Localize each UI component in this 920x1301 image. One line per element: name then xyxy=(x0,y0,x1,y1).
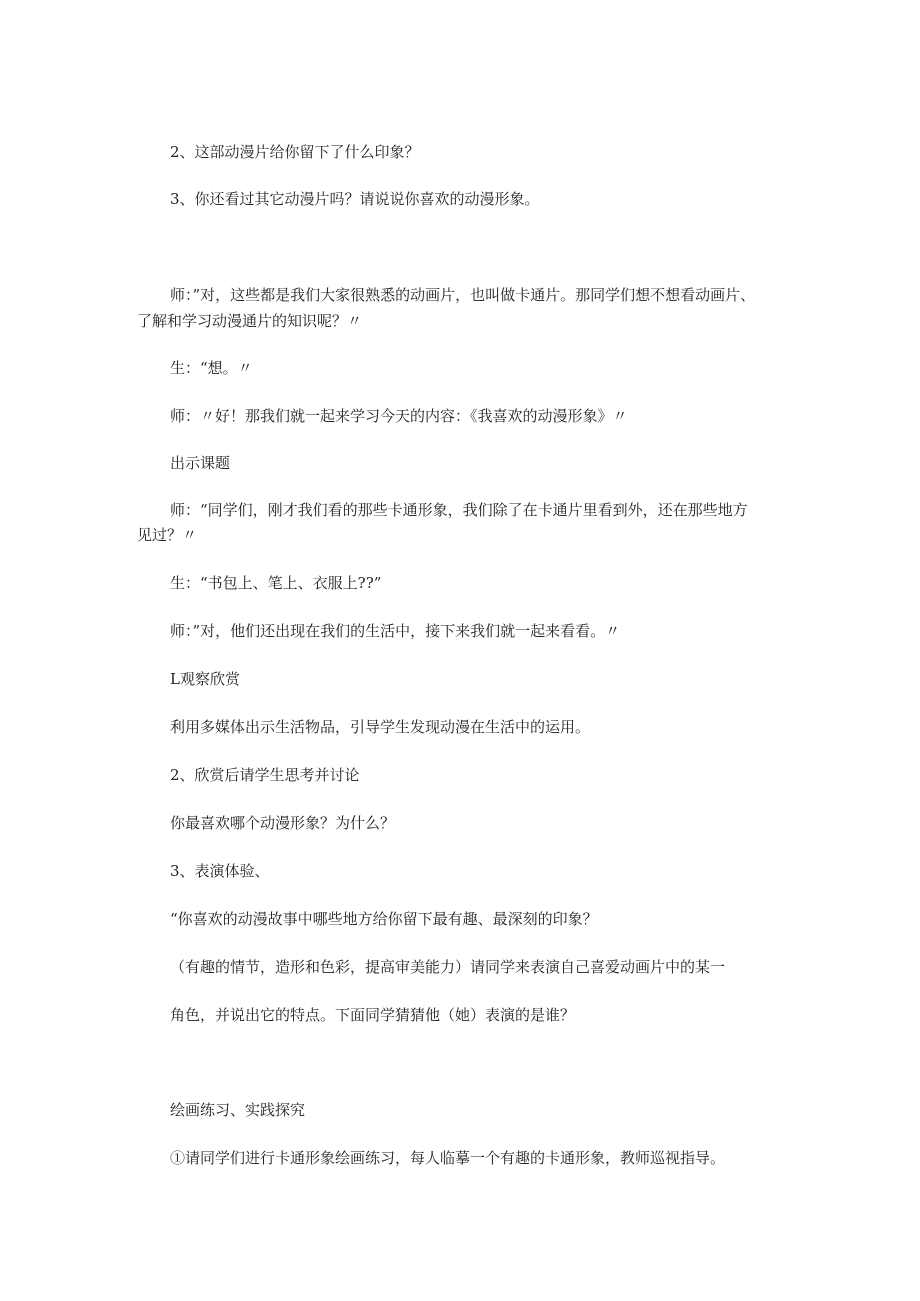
teacher-line-1: 师：”对，这些都是我们大家很熟悉的动画片，也叫做卡通片。那同学们想不想看动画片、 xyxy=(170,286,756,304)
student-line-2: 生：“书包上、笔上、衣服上??” xyxy=(170,574,382,592)
teacher-line-3: 师：“同学们，刚才我们看的那些卡通形象，我们除了在卡通片里看到外，还在那些地方 xyxy=(170,501,748,519)
teacher-line-2: 师：〃好！那我们就一起来学习今天的内容：《我喜欢的动漫形象》〃 xyxy=(170,407,628,425)
step-2: 2、欣赏后请学生思考并讨论 xyxy=(170,766,360,784)
section-show-title: 出示课题 xyxy=(170,454,231,472)
student-line-1: 生：“想。〃 xyxy=(170,359,253,377)
step-3: 3、表演体验、 xyxy=(170,862,270,880)
question-3: 3、你还看过其它动漫片吗？请说说你喜欢的动漫形象。 xyxy=(170,190,540,208)
question-impression: “你喜欢的动漫故事中哪些地方给你留下最有趣、最深刻的印象？ xyxy=(170,910,598,928)
section-drawing: 绘画练习、实践探究 xyxy=(170,1101,306,1119)
paragraph-perform-cont: 角色，并说出它的特点。下面同学猜猜他（她）表演的是谁？ xyxy=(170,1006,576,1024)
paragraph-perform: （有趣的情节，造形和色彩，提高审美能力）请同学来表演自己喜爱动画片中的某一 xyxy=(170,958,726,976)
section-observe: L观察欣赏 xyxy=(170,670,240,688)
question-favorite: 你最喜欢哪个动漫形象？为什么？ xyxy=(170,814,396,832)
drawing-instruction: ①请同学们进行卡通形象绘画练习，每人临摹一个有趣的卡通形象，教师巡视指导。 xyxy=(170,1149,726,1167)
teacher-line-4: 师：”对，他们还出现在我们的生活中，接下来我们就一起来看看。〃 xyxy=(170,622,621,640)
paragraph-multimedia: 利用多媒体出示生活物品，引导学生发现动漫在生活中的运用。 xyxy=(170,718,591,736)
teacher-line-3-cont: 见过？〃 xyxy=(137,526,198,544)
teacher-line-1-cont: 了解和学习动漫通片的知识呢？〃 xyxy=(137,312,363,330)
question-2: 2、这部动漫片给你留下了什么印象？ xyxy=(170,143,420,161)
